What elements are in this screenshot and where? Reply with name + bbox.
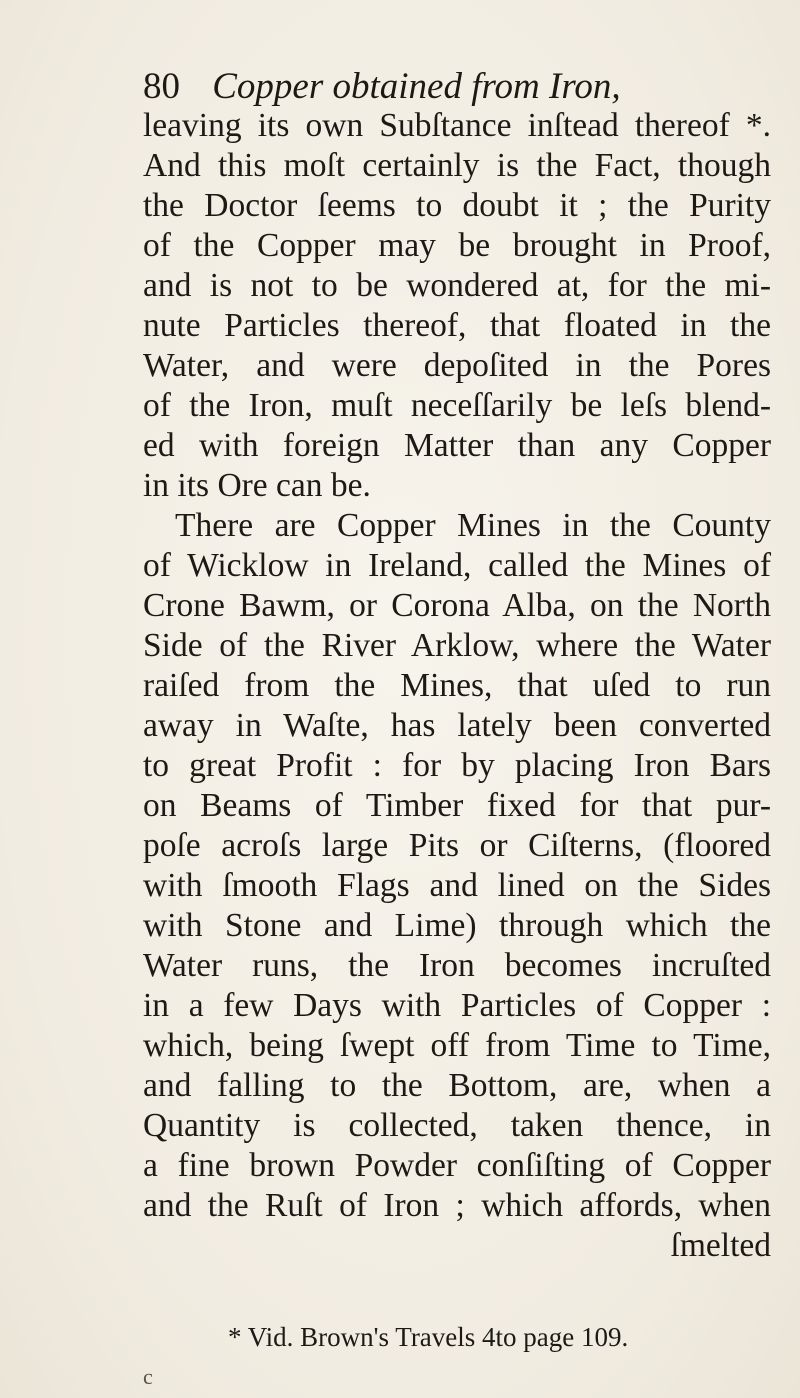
text-line: leaving its own Subſtance inſtead thereof *. — [143, 107, 771, 144]
text-line: in its Ore can be. — [143, 467, 371, 504]
text-line: raiſed from the Mines, that uſed to run — [143, 667, 771, 704]
text-line: with ſmooth Flags and lined on the Sides — [143, 867, 771, 904]
text-line: of the Iron, muſt neceſſarily be leſs blend- — [143, 387, 771, 424]
catchword: ſmelted — [670, 1227, 771, 1264]
text-line: Quantity is collected, taken thence, in — [143, 1107, 771, 1144]
text-line: and the Ruſt of Iron ; which affords, when — [143, 1187, 771, 1224]
text-line: of Wicklow in Ireland, called the Mines of — [143, 547, 771, 584]
text-line: of the Copper may be brought in Proof, — [143, 227, 771, 264]
text-line: Water runs, the Iron becomes incruſted — [143, 947, 771, 984]
body-text — [143, 106, 771, 1266]
text-line: and is not to be wondered at, for the mi- — [143, 267, 771, 304]
text-line: the Doctor ſeems to doubt it ; the Purity — [143, 187, 771, 224]
text-line: Water, and were depoſited in the Pores — [143, 347, 771, 384]
signature-mark: c — [143, 1364, 153, 1389]
text-line: and falling to the Bottom, are, when a — [143, 1067, 771, 1104]
text-line: with Stone and Lime) through which the — [143, 907, 771, 944]
text-line: Side of the River Arklow, where the Water — [143, 627, 771, 664]
page-header — [143, 62, 763, 112]
text-line: away in Waſte, has lately been converted — [143, 707, 771, 744]
text-line: poſe acroſs large Pits or Ciſterns, (floored — [143, 827, 771, 864]
text-line: in a few Days with Particles of Copper : — [143, 987, 771, 1024]
footnote: * Vid. Brown's Travels 4to page 109. — [228, 1322, 629, 1352]
text-line: a fine brown Powder conſiſting of Copper — [143, 1147, 771, 1184]
text-line: And this moſt certainly is the Fact, though — [143, 147, 771, 184]
text-line: to great Profit : for by placing Iron Bars — [143, 747, 771, 784]
text-line: There are Copper Mines in the County — [175, 507, 771, 544]
text-line: which, being ſwept off from Time to Time, — [143, 1027, 771, 1064]
text-line: ed with foreign Matter than any Copper — [143, 427, 771, 464]
text-line: on Beams of Timber fixed for that pur- — [143, 787, 771, 824]
text-line: Crone Bawm, or Corona Alba, on the North — [143, 587, 771, 624]
text-line: nute Particles thereof, that floated in the — [143, 307, 771, 344]
page-number: 80 — [143, 66, 180, 107]
running-title: Copper obtained from Iron, — [212, 66, 621, 107]
